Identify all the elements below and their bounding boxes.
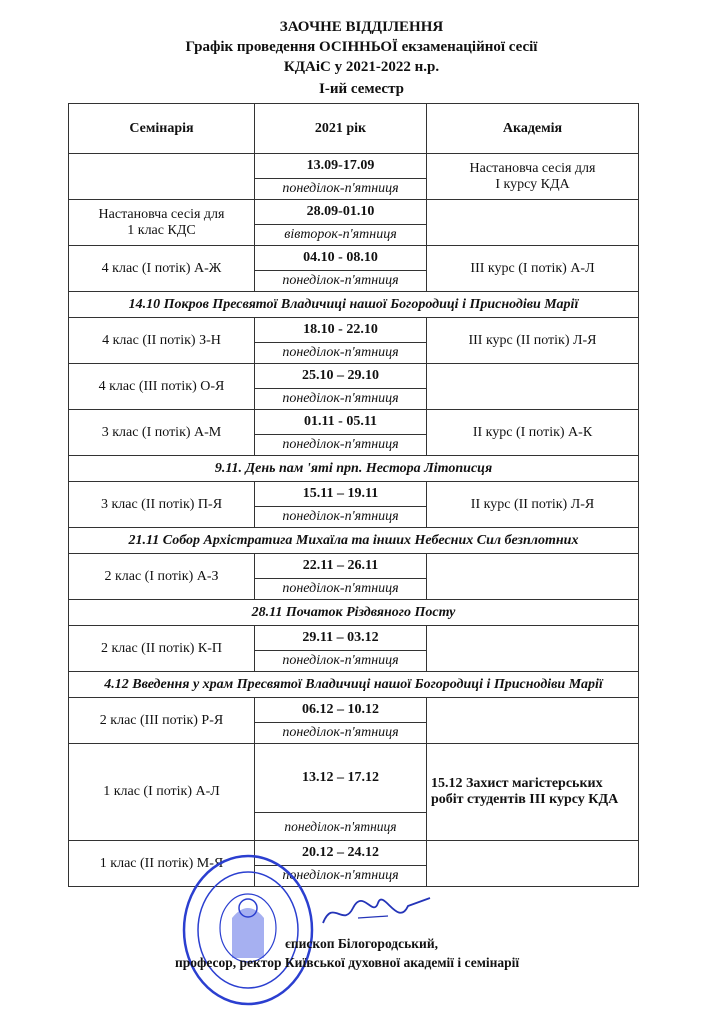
academy-group <box>427 364 639 410</box>
academy-group <box>427 841 639 887</box>
academy-group: ІІ курс (ІІ потік) Л-Я <box>427 482 639 528</box>
session-dates: 29.11 – 03.12 <box>255 626 427 651</box>
holiday-text: 4.12 Введення у храм Пресвятої Владичиці нашої Богородиці і Приснодіви Марії <box>69 672 639 698</box>
academy-group: ІІІ курс (ІІ потік) Л-Я <box>427 318 639 364</box>
academy-group: ІІ курс (І потік) А-К <box>427 410 639 456</box>
academy-group: ІІІ курс (І потік) А-Л <box>427 246 639 292</box>
title-department: ЗАОЧНЕ ВІДДІЛЕННЯ <box>279 19 444 35</box>
exam-schedule-table <box>68 103 639 887</box>
session-row <box>69 154 639 179</box>
session-row <box>69 698 639 723</box>
holiday-text: 21.11 Собор Архістратига Михаїла та інших Небесних Сил безплотних <box>69 528 639 554</box>
seminary-group: 1 клас (І потік) А-Л <box>69 744 255 841</box>
session-weekdays: понеділок-п'ятниця <box>255 579 427 600</box>
session-row <box>69 364 639 389</box>
seminary-group: 4 клас (ІІІ потік) О-Я <box>69 364 255 410</box>
session-weekdays: понеділок-п'ятниця <box>255 179 427 200</box>
session-dates: 04.10 - 08.10 <box>255 246 427 271</box>
col-header-year: 2021 рік <box>255 104 427 154</box>
session-dates: 06.12 – 10.12 <box>255 698 427 723</box>
session-dates: 28.09-01.10 <box>255 200 427 225</box>
session-weekdays: понеділок-п'ятниця <box>255 389 427 410</box>
session-dates: 22.11 – 26.11 <box>255 554 427 579</box>
session-dates: 20.12 – 24.12 <box>255 841 427 866</box>
seminary-group: 4 клас (ІІ потік) З-Н <box>69 318 255 364</box>
session-row <box>69 626 639 651</box>
academy-group <box>427 626 639 672</box>
holiday-text: 14.10 Покров Пресвятої Владичиці нашої Богородиці і Приснодіви Марії <box>69 292 639 318</box>
table-header-row <box>69 104 639 154</box>
academy-group <box>427 554 639 600</box>
seal-stamp <box>180 848 320 1008</box>
session-weekdays: понеділок-п'ятниця <box>255 813 427 841</box>
seminary-group: 3 клас (ІІ потік) П-Я <box>69 482 255 528</box>
academy-group: 15.12 Захист магістерських робіт студентів ІІІ курсу КДА <box>427 744 639 841</box>
seminary-group: 4 клас (І потік) А-Ж <box>69 246 255 292</box>
session-dates: 18.10 - 22.10 <box>255 318 427 343</box>
holiday-text: 28.11 Початок Різдвяного Посту <box>69 600 639 626</box>
signatory-position: професор, ректор Київської духовної академії і семінарії <box>175 955 520 970</box>
title-semester: І-ий семестр <box>319 81 404 97</box>
session-dates: 13.09-17.09 <box>255 154 427 179</box>
session-dates: 01.11 - 05.11 <box>255 410 427 435</box>
handwritten-signature <box>318 888 438 938</box>
session-weekdays: понеділок-п'ятниця <box>255 507 427 528</box>
holiday-row <box>69 528 639 554</box>
session-weekdays: понеділок-п'ятниця <box>255 271 427 292</box>
holiday-row <box>69 292 639 318</box>
session-row <box>69 410 639 435</box>
session-weekdays: понеділок-п'ятниця <box>255 866 427 887</box>
holiday-text: 9.11. День пам 'яті прп. Нестора Літописця <box>69 456 639 482</box>
session-row <box>69 554 639 579</box>
session-dates: 25.10 – 29.10 <box>255 364 427 389</box>
session-row <box>69 246 639 271</box>
seminary-group: 3 клас (І потік) А-М <box>69 410 255 456</box>
session-row <box>69 841 639 866</box>
session-dates: 15.11 – 19.11 <box>255 482 427 507</box>
session-weekdays: понеділок-п'ятниця <box>255 723 427 744</box>
title-schedule: Графік проведення ОСІННЬОЇ екзаменаційної сесії <box>185 39 538 55</box>
title-academy-year: КДАіС у 2021-2022 н.р. <box>283 59 440 75</box>
seminary-group <box>69 154 255 200</box>
session-weekdays: понеділок-п'ятниця <box>255 651 427 672</box>
holiday-row <box>69 672 639 698</box>
holiday-row <box>69 600 639 626</box>
session-row <box>69 482 639 507</box>
session-weekdays: понеділок-п'ятниця <box>255 435 427 456</box>
holiday-row <box>69 456 639 482</box>
session-weekdays: вівторок-п'ятниця <box>255 225 427 246</box>
seminary-group: 1 клас (ІІ потік) М-Я <box>69 841 255 887</box>
seminary-group: 2 клас (ІІІ потік) Р-Я <box>69 698 255 744</box>
session-weekdays: понеділок-п'ятниця <box>255 343 427 364</box>
academy-group: Настановча сесія для І курсу КДА <box>427 154 639 200</box>
signatory-title: єпископ Білогородський, <box>285 936 438 951</box>
col-header-academy: Академія <box>427 104 639 154</box>
session-row <box>69 744 639 813</box>
col-header-seminary: Семінарія <box>69 104 255 154</box>
seminary-group: Настановча сесія для 1 клас КДС <box>69 200 255 246</box>
seminary-group: 2 клас (ІІ потік) К-П <box>69 626 255 672</box>
session-row <box>69 200 639 225</box>
seminary-group: 2 клас (І потік) А-З <box>69 554 255 600</box>
academy-group <box>427 200 639 246</box>
academy-group <box>427 698 639 744</box>
session-dates: 13.12 – 17.12 <box>255 744 427 813</box>
session-row <box>69 318 639 343</box>
